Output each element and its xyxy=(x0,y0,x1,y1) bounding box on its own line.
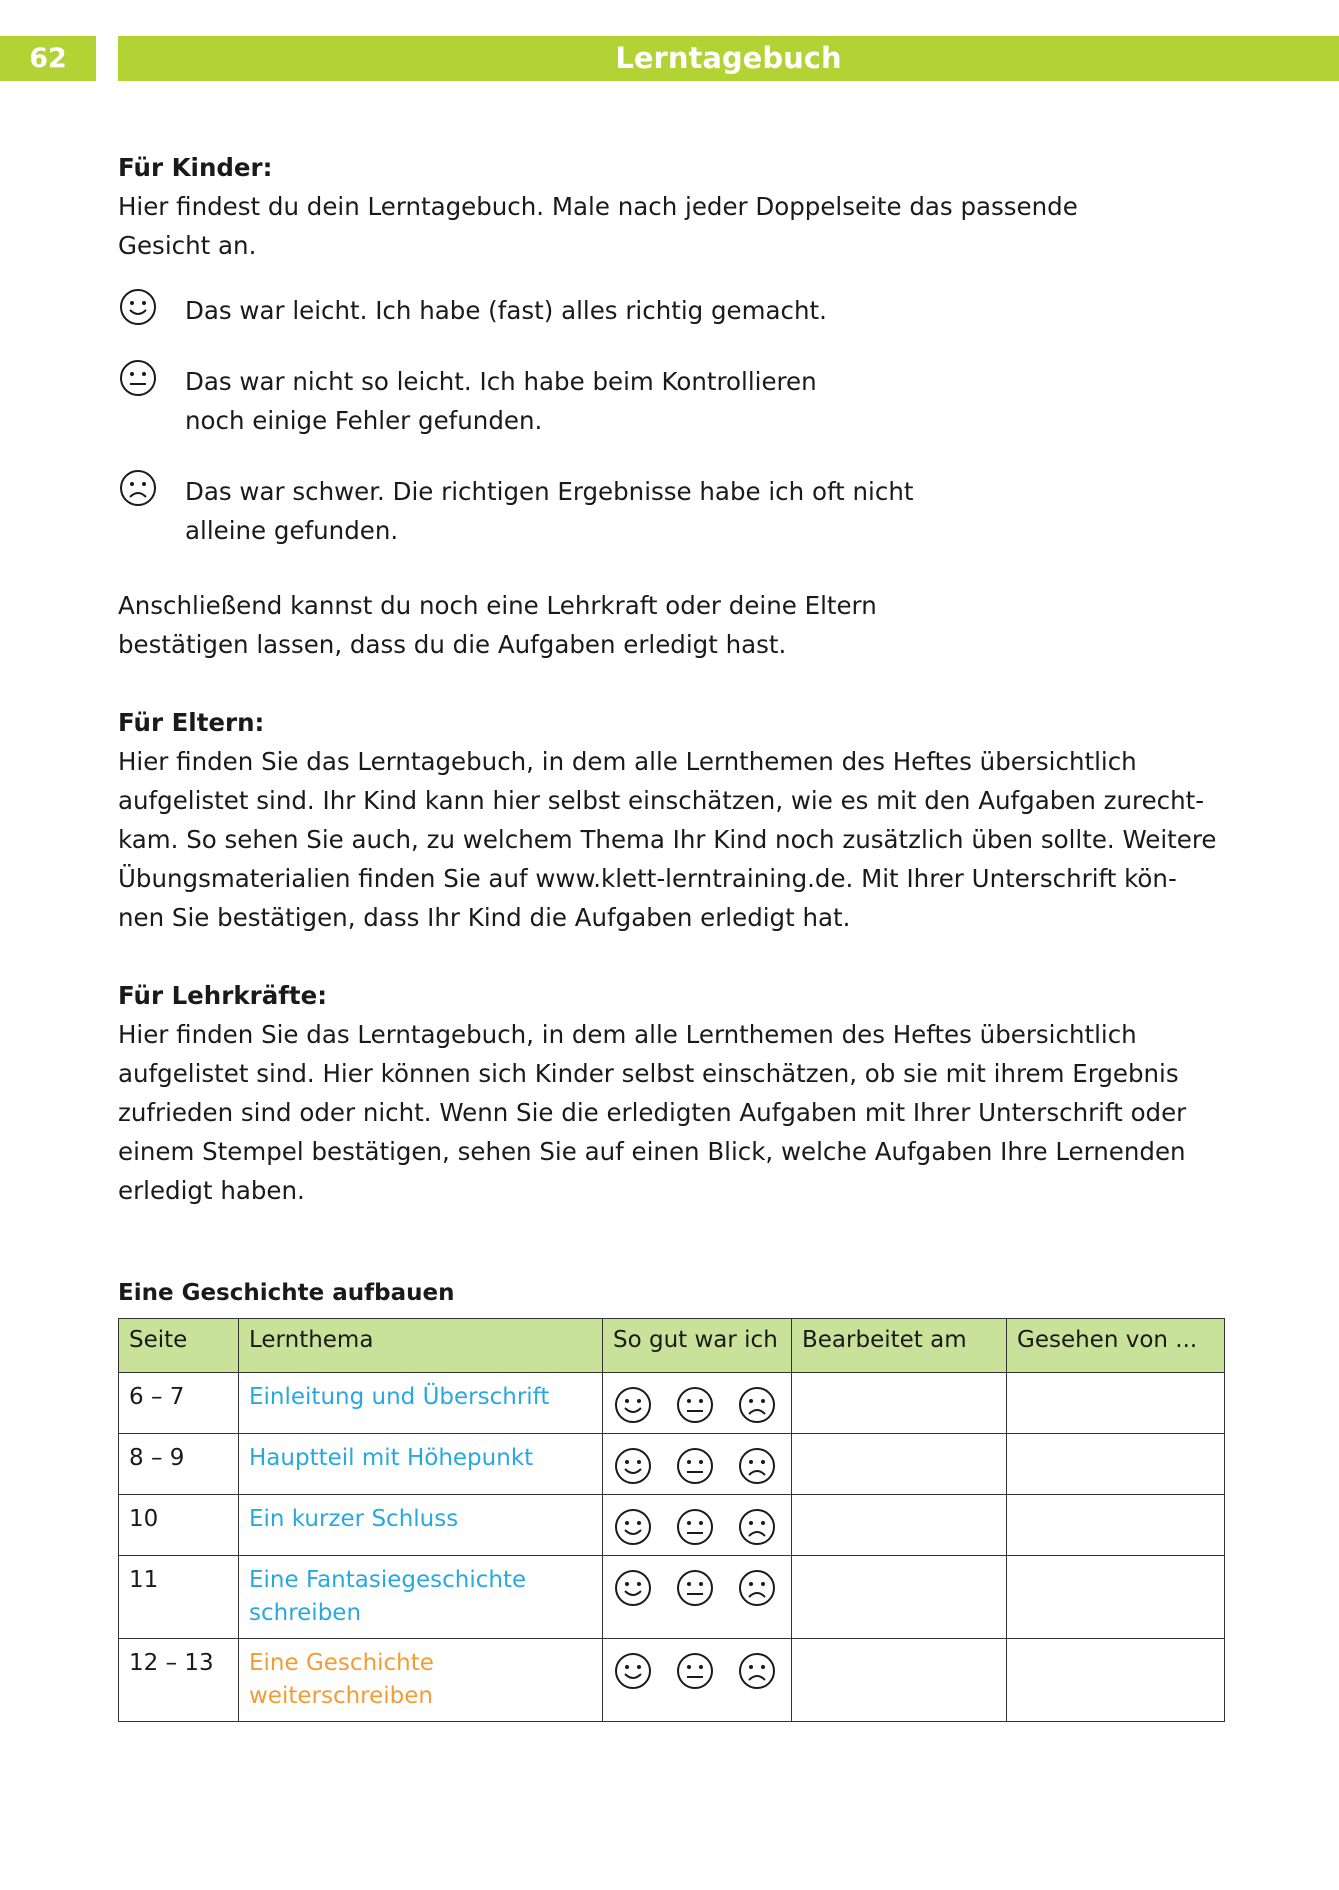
face-rating xyxy=(613,1381,781,1425)
legend-neutral-line-1: Das war nicht so leicht. Ich habe beim Kontrollieren xyxy=(185,367,817,396)
column-header-bearbeitet-am: Bearbeitet am xyxy=(792,1319,1007,1373)
neutral-face-icon xyxy=(118,358,158,398)
table-row xyxy=(119,1495,1225,1556)
lernthema-line-1: Hauptteil mit Höhepunkt xyxy=(249,1445,534,1471)
happy-face-icon[interactable] xyxy=(613,1568,653,1608)
main-content xyxy=(118,148,1228,1210)
page-title: Lerntagebuch xyxy=(118,36,1339,81)
eltern-line: nen Sie bestätigen, dass Ihr Kind die Aufgaben erledigt hat. xyxy=(118,903,851,932)
happy-face-icon[interactable] xyxy=(613,1651,653,1691)
sad-face-icon[interactable] xyxy=(737,1507,777,1547)
eltern-line: Hier finden Sie das Lerntagebuch, in dem alle Lernthemen des Heftes übersichtlich xyxy=(118,747,1137,776)
face-legend xyxy=(118,285,1228,550)
lernthema-line-2: weiterschreiben xyxy=(249,1683,433,1709)
legend-item-neutral xyxy=(118,356,1228,440)
cell-seite: 12 – 13 xyxy=(119,1639,239,1722)
kinder-after-line-1: Anschließend kannst du noch eine Lehrkraft oder deine Eltern xyxy=(118,591,877,620)
cell-bearbeitet-am[interactable] xyxy=(792,1556,1007,1639)
table-row xyxy=(119,1639,1225,1722)
table-row xyxy=(119,1373,1225,1434)
lerntagebuch-table xyxy=(118,1318,1225,1722)
cell-seite: 10 xyxy=(119,1495,239,1556)
happy-face-icon[interactable] xyxy=(613,1446,653,1486)
sad-face-icon[interactable] xyxy=(737,1651,777,1691)
table-title: Eine Geschichte aufbauen xyxy=(118,1280,455,1306)
cell-seite: 11 xyxy=(119,1556,239,1639)
legend-sad-line-1: Das war schwer. Die richtigen Ergebnisse habe ich oft nicht xyxy=(185,477,914,506)
cell-so-gut-war-ich xyxy=(603,1639,792,1722)
page-header xyxy=(0,36,1339,81)
kinder-text-line-2: Gesicht an. xyxy=(118,231,257,260)
neutral-face-icon[interactable] xyxy=(675,1446,715,1486)
legend-item-happy xyxy=(118,285,1228,330)
cell-lernthema xyxy=(239,1556,603,1639)
kinder-heading: Für Kinder: xyxy=(118,153,273,182)
cell-gesehen-von[interactable] xyxy=(1007,1639,1225,1722)
legend-happy-line-1: Das war leicht. Ich habe (fast) alles richtig gemacht. xyxy=(185,296,827,325)
cell-bearbeitet-am[interactable] xyxy=(792,1373,1007,1434)
column-header-gesehen-von: Gesehen von ... xyxy=(1007,1319,1225,1373)
sad-face-icon[interactable] xyxy=(737,1568,777,1608)
column-header-so-gut-war-ich: So gut war ich xyxy=(603,1319,792,1373)
kinder-text-line-1: Hier findest du dein Lerntagebuch. Male nach jeder Doppelseite das passende xyxy=(118,192,1078,221)
neutral-face-icon[interactable] xyxy=(675,1385,715,1425)
face-rating xyxy=(613,1564,781,1608)
lehrkraefte-line: Hier finden Sie das Lerntagebuch, in dem alle Lernthemen des Heftes übersichtlich xyxy=(118,1020,1137,1049)
table-row xyxy=(119,1556,1225,1639)
eltern-line: kam. So sehen Sie auch, zu welchem Thema Ihr Kind noch zusätzlich üben sollte. Weitere xyxy=(118,825,1217,854)
cell-lernthema xyxy=(239,1495,603,1556)
neutral-face-icon[interactable] xyxy=(675,1651,715,1691)
eltern-line: aufgelistet sind. Ihr Kind kann hier selbst einschätzen, wie es mit den Aufgaben zurecht- xyxy=(118,786,1205,815)
face-rating xyxy=(613,1503,781,1547)
cell-so-gut-war-ich xyxy=(603,1434,792,1495)
eltern-heading: Für Eltern: xyxy=(118,708,265,737)
cell-gesehen-von[interactable] xyxy=(1007,1434,1225,1495)
cell-so-gut-war-ich xyxy=(603,1495,792,1556)
lernthema-line-1: Eine Geschichte xyxy=(249,1650,434,1676)
lehrkraefte-heading: Für Lehrkräfte: xyxy=(118,981,328,1010)
lehrkraefte-line: erledigt haben. xyxy=(118,1176,305,1205)
cell-gesehen-von[interactable] xyxy=(1007,1556,1225,1639)
cell-lernthema xyxy=(239,1639,603,1722)
column-header-lernthema: Lernthema xyxy=(239,1319,603,1373)
cell-gesehen-von[interactable] xyxy=(1007,1495,1225,1556)
cell-so-gut-war-ich xyxy=(603,1373,792,1434)
sad-face-icon[interactable] xyxy=(737,1385,777,1425)
cell-lernthema xyxy=(239,1434,603,1495)
lernthema-line-1: Eine Fantasiegeschichte xyxy=(249,1567,527,1593)
cell-seite: 8 – 9 xyxy=(119,1434,239,1495)
eltern-line: Übungsmaterialien finden Sie auf www.klett-lerntraining.de. Mit Ihrer Unterschrift kön- xyxy=(118,864,1177,893)
face-rating xyxy=(613,1442,781,1486)
cell-gesehen-von[interactable] xyxy=(1007,1373,1225,1434)
legend-sad-line-2: alleine gefunden. xyxy=(185,516,399,545)
neutral-face-icon[interactable] xyxy=(675,1568,715,1608)
legend-neutral-line-2: noch einige Fehler gefunden. xyxy=(185,406,543,435)
cell-lernthema xyxy=(239,1373,603,1434)
cell-bearbeitet-am[interactable] xyxy=(792,1434,1007,1495)
happy-face-icon[interactable] xyxy=(613,1385,653,1425)
table-row xyxy=(119,1434,1225,1495)
lernthema-line-2: schreiben xyxy=(249,1600,362,1626)
page-number: 62 xyxy=(0,36,96,81)
legend-item-sad xyxy=(118,466,1228,550)
happy-face-icon[interactable] xyxy=(613,1507,653,1547)
kinder-after-line-2: bestätigen lassen, dass du die Aufgaben erledigt hast. xyxy=(118,630,787,659)
table-header-row xyxy=(119,1319,1225,1373)
lehrkraefte-line: einem Stempel bestätigen, sehen Sie auf einen Blick, welche Aufgaben Ihre Lernenden xyxy=(118,1137,1186,1166)
cell-bearbeitet-am[interactable] xyxy=(792,1639,1007,1722)
lehrkraefte-line: aufgelistet sind. Hier können sich Kinder selbst einschätzen, ob sie mit ihrem Ergebnis xyxy=(118,1059,1179,1088)
neutral-face-icon[interactable] xyxy=(675,1507,715,1547)
face-rating xyxy=(613,1647,781,1691)
column-header-seite: Seite xyxy=(119,1319,239,1373)
cell-so-gut-war-ich xyxy=(603,1556,792,1639)
cell-bearbeitet-am[interactable] xyxy=(792,1495,1007,1556)
cell-seite: 6 – 7 xyxy=(119,1373,239,1434)
happy-face-icon xyxy=(118,287,158,327)
lehrkraefte-line: zufrieden sind oder nicht. Wenn Sie die erledigten Aufgaben mit Ihrer Unterschrift oder xyxy=(118,1098,1187,1127)
sad-face-icon[interactable] xyxy=(737,1446,777,1486)
lernthema-line-1: Einleitung und Überschrift xyxy=(249,1384,550,1410)
lernthema-line-1: Ein kurzer Schluss xyxy=(249,1506,459,1532)
sad-face-icon xyxy=(118,468,158,508)
